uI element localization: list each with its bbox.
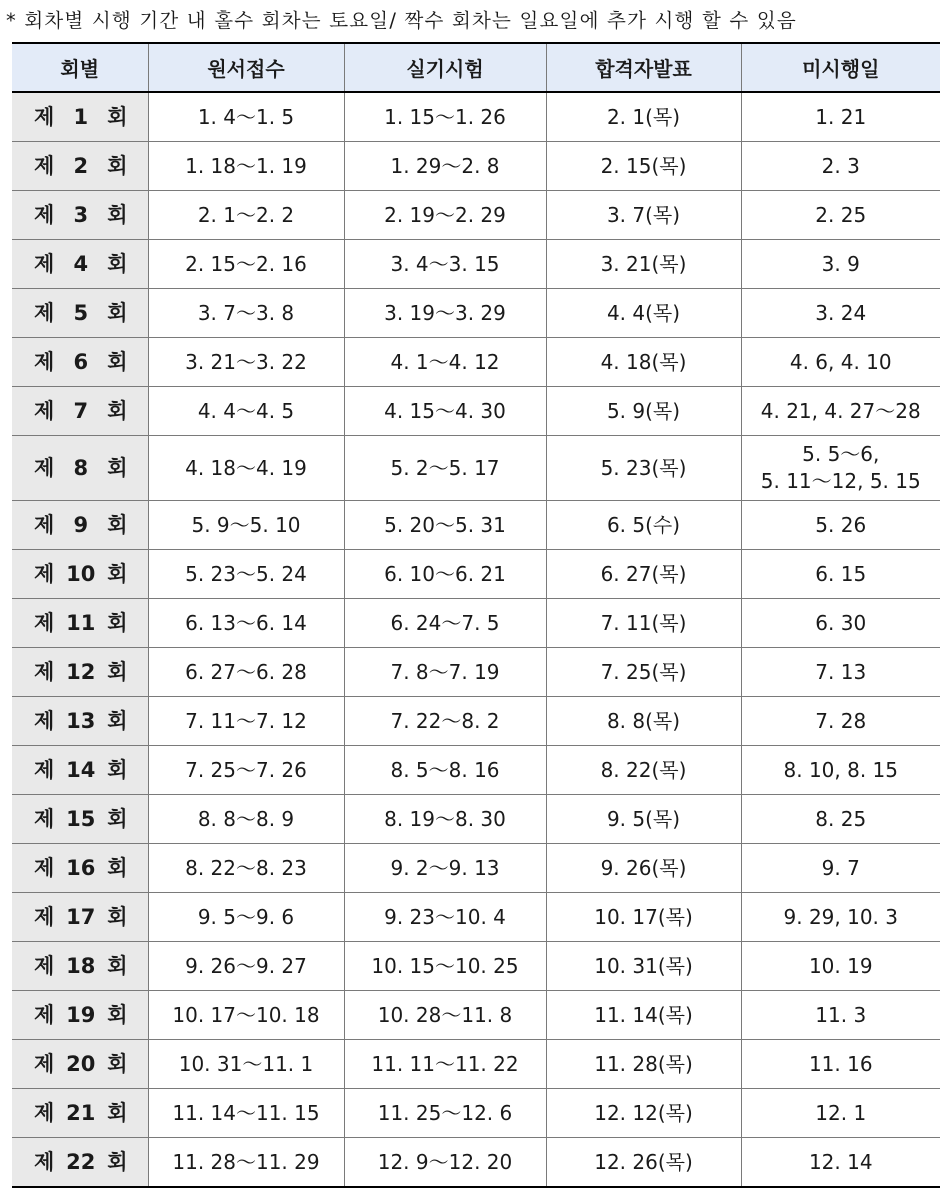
round-number: 10 xyxy=(66,561,96,586)
round-number: 22 xyxy=(66,1149,96,1174)
application-period-cell: 1. 18～1. 19 xyxy=(148,142,344,191)
table-row xyxy=(12,501,940,550)
practical-exam-period-cell: 7. 8～7. 19 xyxy=(344,648,546,697)
result-announcement-cell: 8. 22(목) xyxy=(546,746,741,795)
round-number: 21 xyxy=(66,1100,96,1125)
round-prefix: 제 xyxy=(34,806,55,831)
round-cell xyxy=(12,191,148,240)
no-exam-days-cell: 7. 13 xyxy=(741,648,940,697)
result-announcement-cell: 2. 1(목) xyxy=(546,92,741,142)
practical-exam-period-cell: 2. 19～2. 29 xyxy=(344,191,546,240)
round-label xyxy=(16,251,144,278)
round-number: 1 xyxy=(73,104,89,129)
application-period-cell: 10. 17～10. 18 xyxy=(148,991,344,1040)
round-suffix: 회 xyxy=(107,708,128,733)
round-suffix: 회 xyxy=(107,953,128,978)
application-period-cell: 3. 7～3. 8 xyxy=(148,289,344,338)
no-exam-days-cell: 6. 30 xyxy=(741,599,940,648)
application-period-cell: 4. 4～4. 5 xyxy=(148,387,344,436)
round-number: 20 xyxy=(66,1051,96,1076)
table-row xyxy=(12,436,940,501)
no-exam-days-cell: 12. 14 xyxy=(741,1138,940,1188)
table-row xyxy=(12,795,940,844)
round-suffix: 회 xyxy=(107,904,128,929)
table-row xyxy=(12,1138,940,1188)
no-exam-days-cell: 11. 3 xyxy=(741,991,940,1040)
table-row xyxy=(12,746,940,795)
practical-exam-period-cell: 1. 29～2. 8 xyxy=(344,142,546,191)
practical-exam-period-cell: 8. 5～8. 16 xyxy=(344,746,546,795)
round-prefix: 제 xyxy=(34,904,55,929)
round-prefix: 제 xyxy=(34,251,55,276)
result-announcement-cell: 7. 25(목) xyxy=(546,648,741,697)
table-row xyxy=(12,92,940,142)
no-exam-days-cell: 9. 7 xyxy=(741,844,940,893)
round-label xyxy=(16,610,144,637)
table-row xyxy=(12,893,940,942)
round-number: 3 xyxy=(73,202,89,227)
no-exam-days-cell: 8. 10, 8. 15 xyxy=(741,746,940,795)
round-cell xyxy=(12,795,148,844)
header-no-exam-days: 미시행일 xyxy=(741,43,940,92)
round-number: 11 xyxy=(66,610,96,635)
application-period-cell: 4. 18～4. 19 xyxy=(148,436,344,501)
round-suffix: 회 xyxy=(107,610,128,635)
round-label xyxy=(16,659,144,686)
round-suffix: 회 xyxy=(107,561,128,586)
round-suffix: 회 xyxy=(107,757,128,782)
round-label xyxy=(16,708,144,735)
round-cell xyxy=(12,1040,148,1089)
round-label xyxy=(16,1002,144,1029)
round-cell xyxy=(12,599,148,648)
no-exam-days-cell: 4. 6, 4. 10 xyxy=(741,338,940,387)
round-cell xyxy=(12,1138,148,1188)
round-prefix: 제 xyxy=(34,708,55,733)
application-period-cell: 5. 9～5. 10 xyxy=(148,501,344,550)
round-cell xyxy=(12,1089,148,1138)
round-label xyxy=(16,455,144,482)
round-cell xyxy=(12,893,148,942)
round-number: 4 xyxy=(73,251,89,276)
application-period-cell: 7. 11～7. 12 xyxy=(148,697,344,746)
round-cell xyxy=(12,550,148,599)
no-exam-days-cell: 3. 24 xyxy=(741,289,940,338)
application-period-cell: 8. 22～8. 23 xyxy=(148,844,344,893)
table-row xyxy=(12,550,940,599)
table-row xyxy=(12,1040,940,1089)
round-cell xyxy=(12,142,148,191)
round-label xyxy=(16,757,144,784)
round-label xyxy=(16,202,144,229)
no-exam-days-cell: 1. 21 xyxy=(741,92,940,142)
round-number: 18 xyxy=(66,953,96,978)
practical-exam-period-cell: 8. 19～8. 30 xyxy=(344,795,546,844)
round-label xyxy=(16,1051,144,1078)
header-application: 원서접수 xyxy=(148,43,344,92)
round-suffix: 회 xyxy=(107,251,128,276)
round-label xyxy=(16,398,144,425)
round-label xyxy=(16,512,144,539)
round-number: 2 xyxy=(73,153,89,178)
round-label xyxy=(16,561,144,588)
application-period-cell: 2. 15～2. 16 xyxy=(148,240,344,289)
table-body xyxy=(12,92,940,1187)
round-prefix: 제 xyxy=(34,1051,55,1076)
round-number: 15 xyxy=(66,806,96,831)
round-label xyxy=(16,349,144,376)
round-prefix: 제 xyxy=(34,1002,55,1027)
no-exam-days-cell: 7. 28 xyxy=(741,697,940,746)
table-row xyxy=(12,1089,940,1138)
round-prefix: 제 xyxy=(34,953,55,978)
exam-schedule-table xyxy=(12,42,940,1188)
no-exam-days-cell: 9. 29, 10. 3 xyxy=(741,893,940,942)
practical-exam-period-cell: 9. 23～10. 4 xyxy=(344,893,546,942)
header-round: 회별 xyxy=(12,43,148,92)
no-exam-days-cell: 3. 9 xyxy=(741,240,940,289)
practical-exam-period-cell: 5. 2～5. 17 xyxy=(344,436,546,501)
round-prefix: 제 xyxy=(34,300,55,325)
round-label xyxy=(16,855,144,882)
no-exam-days-cell: 6. 15 xyxy=(741,550,940,599)
application-period-cell: 11. 14～11. 15 xyxy=(148,1089,344,1138)
result-announcement-cell: 6. 5(수) xyxy=(546,501,741,550)
application-period-cell: 9. 26～9. 27 xyxy=(148,942,344,991)
practical-exam-period-cell: 12. 9～12. 20 xyxy=(344,1138,546,1188)
no-exam-days-cell: 4. 21, 4. 27～28 xyxy=(741,387,940,436)
round-suffix: 회 xyxy=(107,512,128,537)
round-cell xyxy=(12,240,148,289)
practical-exam-period-cell: 6. 24～7. 5 xyxy=(344,599,546,648)
result-announcement-cell: 9. 26(목) xyxy=(546,844,741,893)
round-prefix: 제 xyxy=(34,610,55,635)
round-cell xyxy=(12,697,148,746)
application-period-cell: 3. 21～3. 22 xyxy=(148,338,344,387)
result-announcement-cell: 3. 21(목) xyxy=(546,240,741,289)
round-number: 12 xyxy=(66,659,96,684)
result-announcement-cell: 5. 23(목) xyxy=(546,436,741,501)
result-announcement-cell: 11. 28(목) xyxy=(546,1040,741,1089)
practical-exam-period-cell: 5. 20～5. 31 xyxy=(344,501,546,550)
round-cell xyxy=(12,436,148,501)
table-row xyxy=(12,142,940,191)
round-suffix: 회 xyxy=(107,398,128,423)
practical-exam-period-cell: 4. 1～4. 12 xyxy=(344,338,546,387)
round-suffix: 회 xyxy=(107,1149,128,1174)
round-prefix: 제 xyxy=(34,153,55,178)
round-number: 17 xyxy=(66,904,96,929)
round-prefix: 제 xyxy=(34,659,55,684)
application-period-cell: 7. 25～7. 26 xyxy=(148,746,344,795)
no-exam-days-cell: 5. 5～6, 5. 11～12, 5. 15 xyxy=(741,436,940,501)
header-result-announcement: 합격자발표 xyxy=(546,43,741,92)
result-announcement-cell: 10. 31(목) xyxy=(546,942,741,991)
result-announcement-cell: 8. 8(목) xyxy=(546,697,741,746)
practical-exam-period-cell: 10. 28～11. 8 xyxy=(344,991,546,1040)
application-period-cell: 1. 4～1. 5 xyxy=(148,92,344,142)
no-exam-days-cell: 10. 19 xyxy=(741,942,940,991)
result-announcement-cell: 4. 18(목) xyxy=(546,338,741,387)
round-label xyxy=(16,1149,144,1176)
table-row xyxy=(12,387,940,436)
application-period-cell: 2. 1～2. 2 xyxy=(148,191,344,240)
practical-exam-period-cell: 6. 10～6. 21 xyxy=(344,550,546,599)
round-number: 16 xyxy=(66,855,96,880)
table-row xyxy=(12,991,940,1040)
round-prefix: 제 xyxy=(34,398,55,423)
round-prefix: 제 xyxy=(34,202,55,227)
practical-exam-period-cell: 4. 15～4. 30 xyxy=(344,387,546,436)
round-number: 8 xyxy=(73,455,89,480)
result-announcement-cell: 10. 17(목) xyxy=(546,893,741,942)
table-row xyxy=(12,697,940,746)
practical-exam-period-cell: 3. 19～3. 29 xyxy=(344,289,546,338)
round-prefix: 제 xyxy=(34,512,55,537)
table-row xyxy=(12,338,940,387)
round-label xyxy=(16,104,144,131)
result-announcement-cell: 2. 15(목) xyxy=(546,142,741,191)
result-announcement-cell: 4. 4(목) xyxy=(546,289,741,338)
round-number: 14 xyxy=(66,757,96,782)
round-label xyxy=(16,953,144,980)
table-header-row xyxy=(12,43,940,92)
result-announcement-cell: 7. 11(목) xyxy=(546,599,741,648)
round-cell xyxy=(12,387,148,436)
round-prefix: 제 xyxy=(34,561,55,586)
round-suffix: 회 xyxy=(107,455,128,480)
round-cell xyxy=(12,746,148,795)
practical-exam-period-cell: 10. 15～10. 25 xyxy=(344,942,546,991)
table-row xyxy=(12,599,940,648)
no-exam-days-cell: 11. 16 xyxy=(741,1040,940,1089)
round-suffix: 회 xyxy=(107,300,128,325)
round-prefix: 제 xyxy=(34,1149,55,1174)
round-prefix: 제 xyxy=(34,855,55,880)
round-label xyxy=(16,1100,144,1127)
application-period-cell: 9. 5～9. 6 xyxy=(148,893,344,942)
round-label xyxy=(16,300,144,327)
round-label xyxy=(16,904,144,931)
round-prefix: 제 xyxy=(34,1100,55,1125)
round-prefix: 제 xyxy=(34,757,55,782)
result-announcement-cell: 3. 7(목) xyxy=(546,191,741,240)
practical-exam-period-cell: 1. 15～1. 26 xyxy=(344,92,546,142)
round-number: 7 xyxy=(73,398,89,423)
result-announcement-cell: 9. 5(목) xyxy=(546,795,741,844)
round-prefix: 제 xyxy=(34,455,55,480)
round-suffix: 회 xyxy=(107,153,128,178)
practical-exam-period-cell: 11. 25～12. 6 xyxy=(344,1089,546,1138)
round-suffix: 회 xyxy=(107,1051,128,1076)
round-cell xyxy=(12,501,148,550)
practical-exam-period-cell: 3. 4～3. 15 xyxy=(344,240,546,289)
application-period-cell: 5. 23～5. 24 xyxy=(148,550,344,599)
no-exam-days-cell: 2. 25 xyxy=(741,191,940,240)
round-cell xyxy=(12,648,148,697)
round-prefix: 제 xyxy=(34,104,55,129)
result-announcement-cell: 11. 14(목) xyxy=(546,991,741,1040)
round-suffix: 회 xyxy=(107,349,128,374)
round-number: 9 xyxy=(73,512,89,537)
round-suffix: 회 xyxy=(107,1100,128,1125)
table-row xyxy=(12,648,940,697)
no-exam-days-cell: 12. 1 xyxy=(741,1089,940,1138)
application-period-cell: 11. 28～11. 29 xyxy=(148,1138,344,1188)
round-number: 6 xyxy=(73,349,89,374)
application-period-cell: 6. 13～6. 14 xyxy=(148,599,344,648)
result-announcement-cell: 12. 12(목) xyxy=(546,1089,741,1138)
round-cell xyxy=(12,92,148,142)
round-number: 5 xyxy=(73,300,89,325)
result-announcement-cell: 12. 26(목) xyxy=(546,1138,741,1188)
application-period-cell: 10. 31～11. 1 xyxy=(148,1040,344,1089)
header-practical-exam: 실기시험 xyxy=(344,43,546,92)
round-suffix: 회 xyxy=(107,659,128,684)
application-period-cell: 8. 8～8. 9 xyxy=(148,795,344,844)
round-cell xyxy=(12,289,148,338)
schedule-note: * 회차별 시행 기간 내 홀수 회차는 토요일/ 짝수 회차는 일요일에 추가 시행 할 수 있음 xyxy=(6,9,797,32)
application-period-cell: 6. 27～6. 28 xyxy=(148,648,344,697)
round-suffix: 회 xyxy=(107,202,128,227)
practical-exam-period-cell: 11. 11～11. 22 xyxy=(344,1040,546,1089)
round-label xyxy=(16,153,144,180)
table-row xyxy=(12,289,940,338)
practical-exam-period-cell: 7. 22～8. 2 xyxy=(344,697,546,746)
no-exam-days-cell: 8. 25 xyxy=(741,795,940,844)
round-suffix: 회 xyxy=(107,855,128,880)
round-number: 19 xyxy=(66,1002,96,1027)
round-suffix: 회 xyxy=(107,806,128,831)
round-cell xyxy=(12,844,148,893)
no-exam-days-cell: 5. 26 xyxy=(741,501,940,550)
round-suffix: 회 xyxy=(107,104,128,129)
round-suffix: 회 xyxy=(107,1002,128,1027)
round-cell xyxy=(12,338,148,387)
round-label xyxy=(16,806,144,833)
table-row xyxy=(12,942,940,991)
table-row xyxy=(12,844,940,893)
result-announcement-cell: 5. 9(목) xyxy=(546,387,741,436)
table-row xyxy=(12,240,940,289)
practical-exam-period-cell: 9. 2～9. 13 xyxy=(344,844,546,893)
no-exam-days-cell: 2. 3 xyxy=(741,142,940,191)
round-cell xyxy=(12,942,148,991)
round-prefix: 제 xyxy=(34,349,55,374)
table-row xyxy=(12,191,940,240)
round-number: 13 xyxy=(66,708,96,733)
round-cell xyxy=(12,991,148,1040)
result-announcement-cell: 6. 27(목) xyxy=(546,550,741,599)
